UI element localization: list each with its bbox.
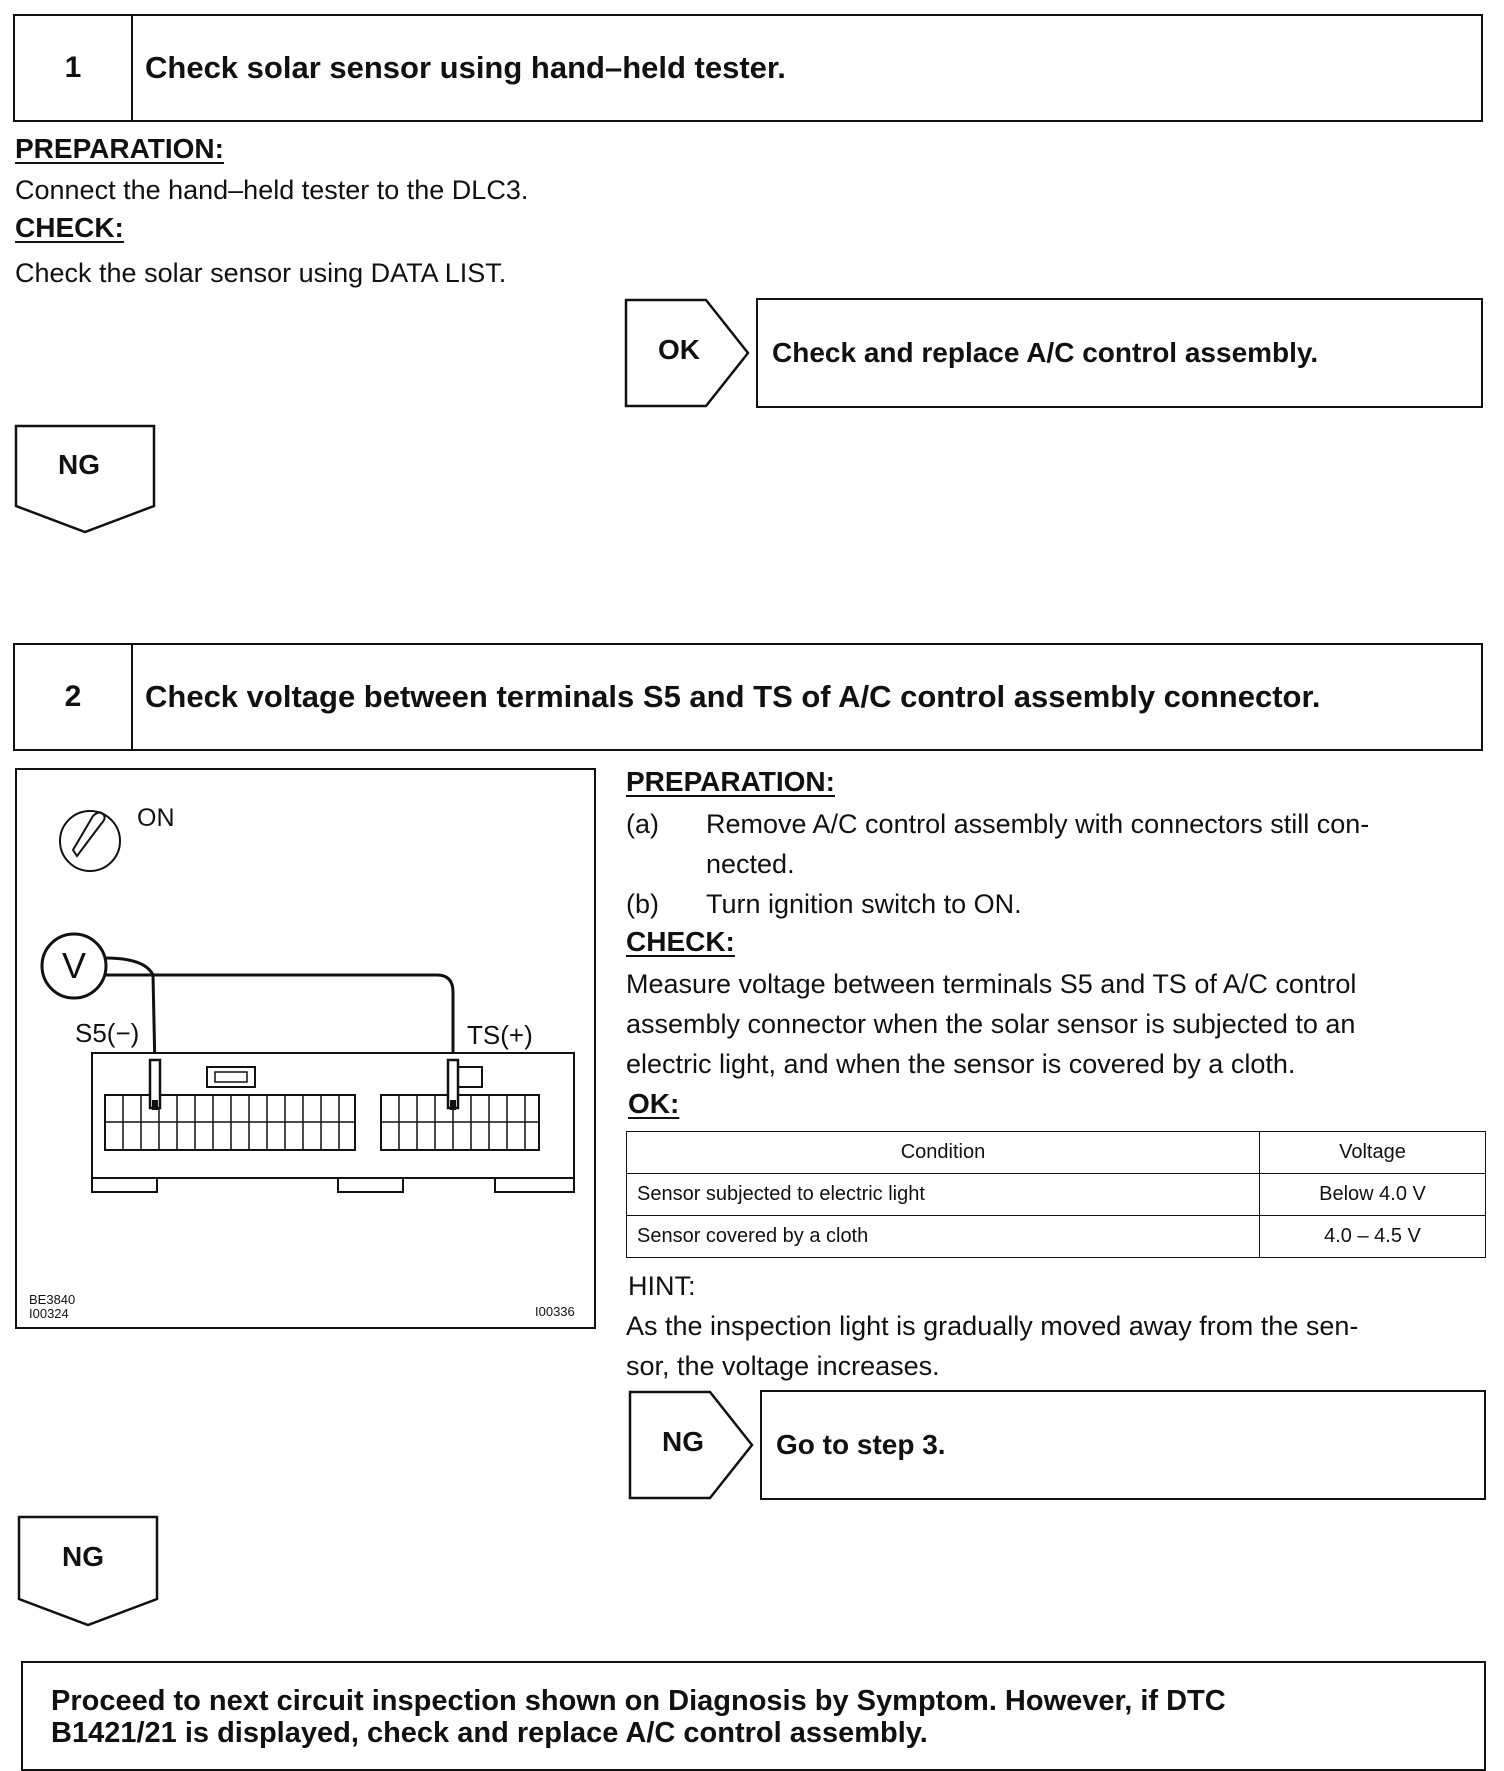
figure-code-left-1: BE3840 [29, 1292, 76, 1307]
table-cell: Sensor subjected to electric light [627, 1174, 1260, 1216]
step1-check-heading: CHECK: [15, 212, 124, 243]
hint-heading: HINT: [628, 1271, 696, 1301]
table-cell: Below 4.0 V [1260, 1174, 1486, 1216]
table-cell: 4.0 – 4.5 V [1260, 1216, 1486, 1258]
step2-ng-down-label: NG [62, 1541, 104, 1572]
prep-item-b-line1: Turn ignition switch to ON. [706, 889, 1022, 919]
hint-line-2: sor, the voltage increases. [626, 1351, 940, 1381]
step1-preparation-text: Connect the hand–held tester to the DLC3. [15, 175, 529, 205]
s5-terminal-label: S5(−) [75, 1018, 140, 1048]
table-header-voltage: Voltage [1260, 1132, 1486, 1174]
connector-diagram [15, 768, 596, 1329]
ts-terminal-label: TS(+) [467, 1020, 533, 1050]
ignition-key-icon [60, 811, 120, 871]
table-row [627, 1174, 1486, 1216]
final-line-1: Proceed to next circuit inspection shown on Diagnosis by Symptom. However, if DTC [51, 1685, 1226, 1717]
step2-header [13, 643, 1483, 751]
step2-title: Check voltage between terminals S5 and TS of A/C control assembly connector. [145, 679, 1321, 714]
step2-check-heading: CHECK: [626, 926, 735, 957]
prep-item-a-line2: nected. [706, 849, 795, 879]
table-cell: Sensor covered by a cloth [627, 1216, 1260, 1258]
step2-ok-heading: OK: [628, 1088, 680, 1119]
step2-ng-right-label: NG [662, 1426, 704, 1457]
step1-header [13, 14, 1483, 122]
ignition-on-label: ON [137, 804, 175, 832]
step2-number: 2 [15, 645, 133, 749]
check-line-3: electric light, and when the sensor is covered by a cloth. [626, 1049, 1296, 1079]
table-header-row [627, 1132, 1486, 1174]
final-line-2: B1421/21 is displayed, check and replace A/C control assembly. [51, 1717, 928, 1749]
table-header-condition: Condition [627, 1132, 1260, 1174]
table-row [627, 1216, 1486, 1258]
check-line-1: Measure voltage between terminals S5 and TS of A/C control [626, 969, 1357, 999]
voltage-spec-table [626, 1131, 1486, 1258]
step2-ng-right-result: Go to step 3. [760, 1390, 1486, 1500]
figure-code-left-2: I00324 [29, 1306, 69, 1321]
step1-ng-label: NG [58, 449, 100, 480]
final-instruction-box [21, 1661, 1486, 1771]
step1-check-text: Check the solar sensor using DATA LIST. [15, 258, 507, 288]
check-line-2: assembly connector when the solar sensor is subjected to an [626, 1009, 1356, 1039]
prep-item-b-marker: (b) [626, 889, 659, 919]
step1-number: 1 [15, 16, 133, 120]
figure-code-right: I00336 [535, 1304, 575, 1319]
hint-line-1: As the inspection light is gradually moved away from the sen- [626, 1311, 1359, 1341]
step1-ok-label: OK [658, 334, 700, 365]
voltmeter-label: V [62, 945, 87, 986]
prep-item-a-line1: Remove A/C control assembly with connectors still con- [706, 809, 1370, 839]
step1-preparation-heading: PREPARATION: [15, 133, 224, 164]
step1-ok-result: Check and replace A/C control assembly. [756, 298, 1483, 408]
step1-title: Check solar sensor using hand–held tester. [145, 50, 786, 85]
prep-item-a-marker: (a) [626, 809, 659, 839]
step2-preparation-heading: PREPARATION: [626, 766, 835, 797]
